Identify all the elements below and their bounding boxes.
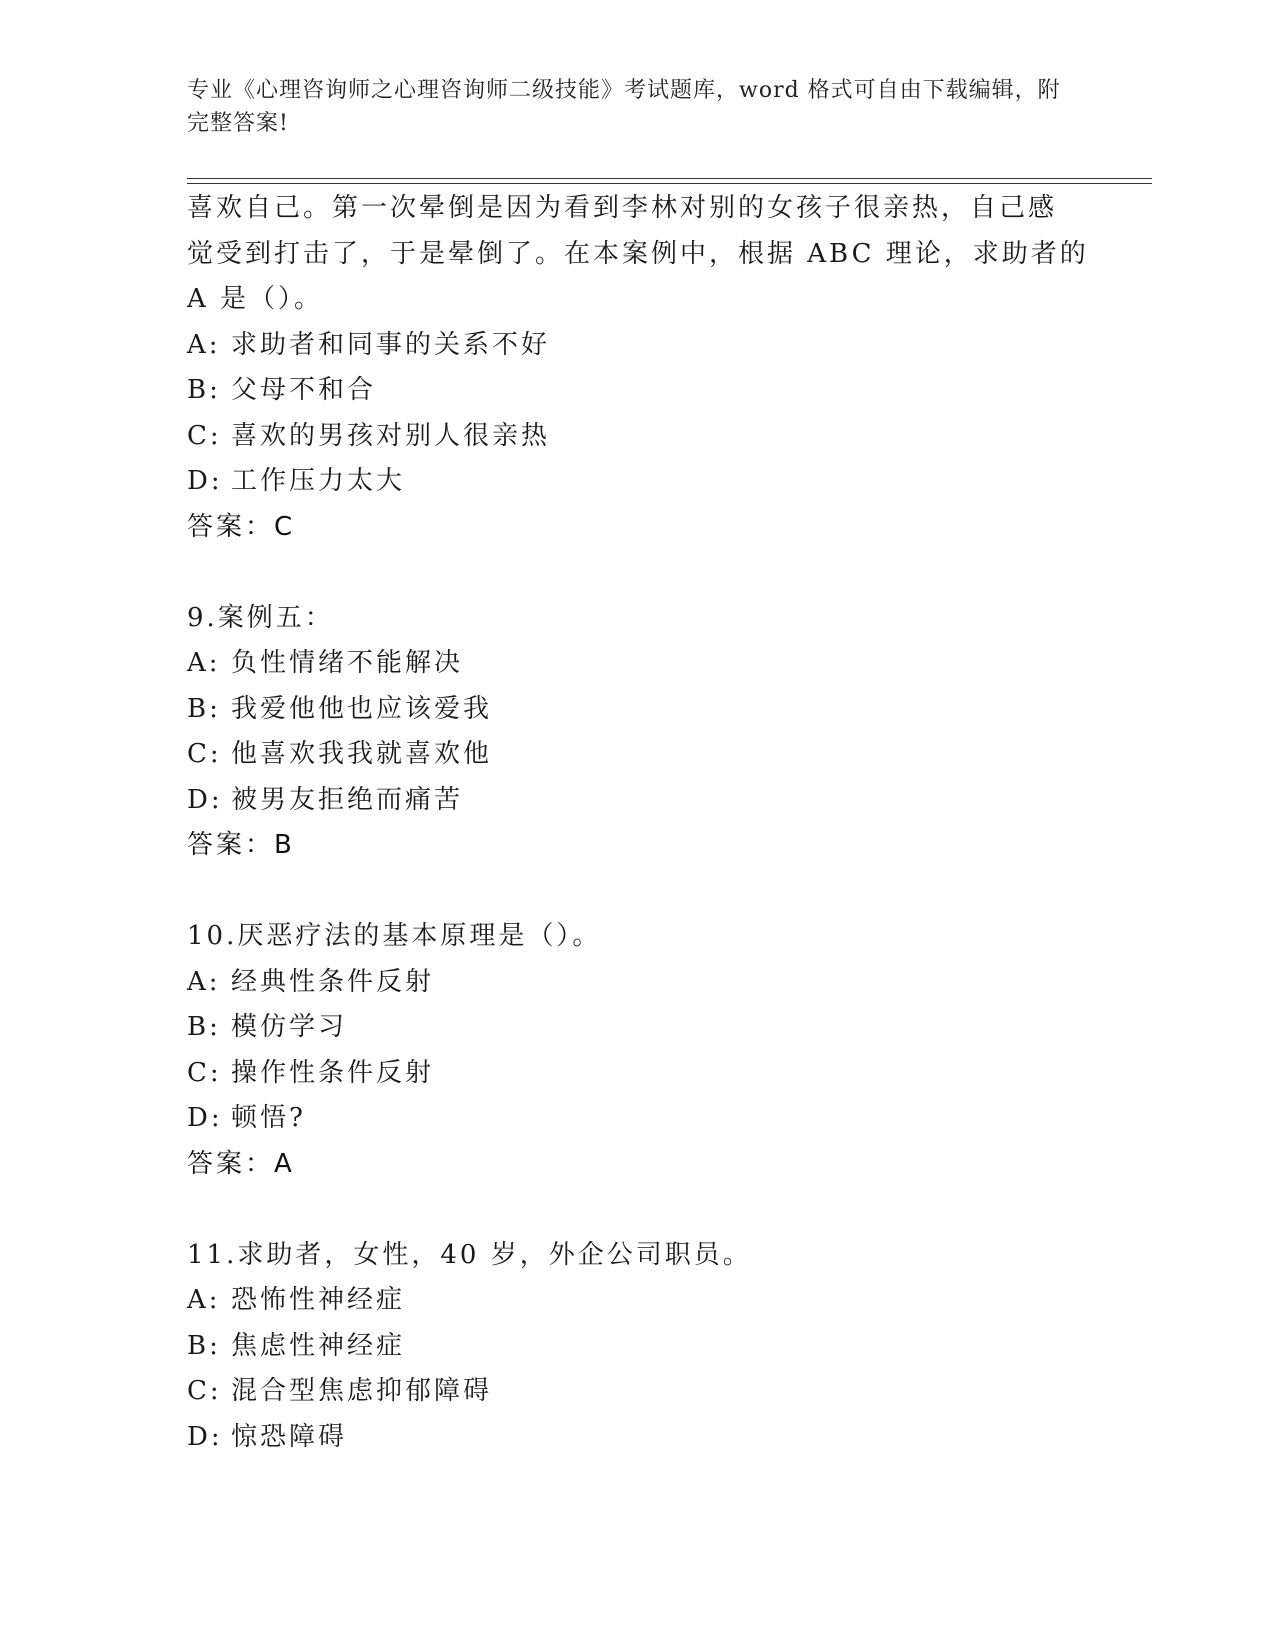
option-key: B:	[187, 693, 221, 724]
option-key: A:	[187, 966, 221, 997]
option-text: 混合型焦虑抑郁障碍	[231, 1376, 493, 1406]
header-rule-bottom	[187, 183, 1152, 184]
option-b	[187, 368, 1087, 414]
option-c	[187, 414, 1087, 460]
option-key: B:	[187, 1012, 221, 1042]
option-a	[187, 960, 1087, 1006]
answer-line: 答案：C	[187, 511, 296, 542]
option-text: 父母不和合	[231, 375, 377, 405]
option-c	[187, 1051, 1087, 1097]
option-a	[187, 323, 1087, 369]
option-key: D:	[187, 1103, 223, 1133]
option-key: C:	[187, 739, 222, 769]
option-key: C:	[187, 1376, 222, 1406]
option-d	[187, 1096, 1087, 1142]
spacer	[187, 1187, 1087, 1233]
option-key: C:	[187, 1057, 222, 1088]
question-stem: 9.案例五：	[187, 602, 334, 633]
fragment-line: 觉受到打击了，于是晕倒了。在本案例中，根据 ABC 理论，求助者的	[187, 238, 1089, 269]
question-11	[187, 1233, 1087, 1461]
option-text: 焦虑性神经症	[231, 1330, 406, 1361]
option-key: A:	[187, 1285, 221, 1315]
option-b	[187, 1005, 1087, 1051]
option-key: D:	[187, 1421, 223, 1452]
option-text: 被男友拒绝而痛苦	[231, 784, 464, 815]
option-d	[187, 459, 1087, 505]
option-c	[187, 1369, 1087, 1415]
option-text: 工作压力太大	[231, 466, 406, 496]
option-a	[187, 1278, 1087, 1324]
spacer	[187, 869, 1087, 915]
option-b	[187, 1324, 1087, 1370]
option-d	[187, 1415, 1087, 1461]
option-text: 求助者和同事的关系不好	[231, 329, 551, 360]
option-key: A:	[187, 329, 221, 360]
option-text: 操作性条件反射	[231, 1057, 435, 1088]
fragment-line: A 是（）。	[187, 284, 324, 314]
option-key: B:	[187, 1330, 221, 1361]
answer-line: 答案：B	[187, 830, 295, 860]
option-key: B:	[187, 375, 221, 405]
question-fragment	[187, 186, 1087, 550]
option-text: 惊恐障碍	[231, 1421, 348, 1452]
option-text: 恐怖性神经症	[231, 1285, 406, 1315]
question-content	[187, 186, 1087, 1460]
option-text: 负性情绪不能解决	[231, 648, 464, 678]
option-key: C:	[187, 420, 222, 451]
fragment-line: 喜欢自己。第一次晕倒是因为看到李林对别的女孩子很亲热，自己感	[187, 193, 1058, 223]
option-text: 喜欢的男孩对别人很亲热	[231, 420, 551, 451]
option-a	[187, 641, 1087, 687]
option-d	[187, 778, 1087, 824]
option-key: D:	[187, 784, 223, 815]
option-text: 他喜欢我我就喜欢他	[231, 739, 493, 769]
header-rule-top	[187, 178, 1152, 179]
document-header: 专业《心理咨询师之心理咨询师二级技能》考试题库，word 格式可自由下载编辑，附完整答案!	[187, 78, 1061, 136]
answer-line: 答案：A	[187, 1148, 295, 1179]
option-key: D:	[187, 466, 223, 496]
option-key: A:	[187, 648, 221, 678]
option-text: 顿悟?	[231, 1103, 306, 1133]
option-text: 经典性条件反射	[231, 966, 435, 997]
option-b	[187, 687, 1087, 733]
option-text: 模仿学习	[231, 1012, 348, 1042]
question-9	[187, 596, 1087, 869]
option-c	[187, 732, 1087, 778]
question-10	[187, 914, 1087, 1187]
spacer	[187, 550, 1087, 596]
question-stem: 10.厌恶疗法的基本原理是（）。	[187, 921, 602, 951]
question-stem: 11.求助者，女性，40 岁，外企公司职员。	[187, 1239, 752, 1270]
option-text: 我爱他他也应该爱我	[231, 693, 493, 724]
